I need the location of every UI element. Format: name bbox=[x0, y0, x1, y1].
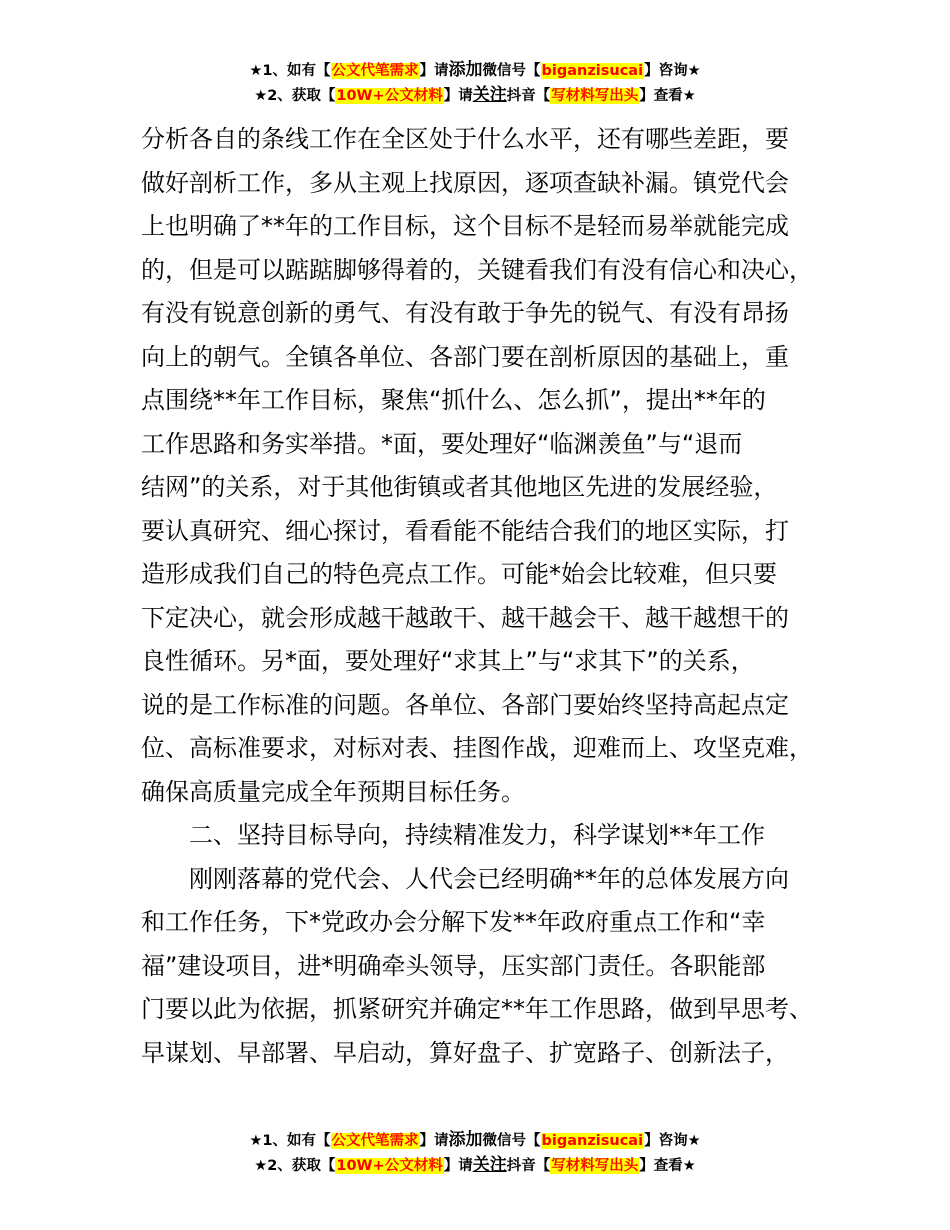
body-line: 刚刚落幕的党代会、人代会已经明确**年的总体发展方向 bbox=[189, 864, 789, 893]
section-heading: 二、坚持目标导向，持续精准发力，科学谋划**年工作 bbox=[189, 821, 765, 849]
body-line: 造形成我们自己的特色亮点工作。可能*始会比较难，但只要 bbox=[141, 560, 777, 588]
body-line: 向上的朝气。全镇各单位、各部门要在剖析原因的基础上，重 bbox=[141, 342, 789, 371]
banner-emphasis: 关注 bbox=[472, 85, 507, 105]
body-line: 和工作任务，下*党政办会分解下发**年政府重点工作和“幸 bbox=[141, 908, 766, 936]
header-banner bbox=[0, 58, 950, 108]
body-line: 结网”的关系，对于其他街镇或者其他地区先进的发展经验， bbox=[141, 473, 778, 501]
body-line: 有没有锐意创新的勇气、有没有敢于争先的锐气、有没有昂扬 bbox=[141, 299, 789, 327]
body-line: 门要以此为依据，抓紧研究并确定**年工作思路，做到早思考、 bbox=[141, 995, 813, 1023]
banner-text: 微信号【 bbox=[482, 1133, 541, 1149]
banner-text: ★2、获取【 bbox=[254, 88, 336, 104]
banner-text: 】查看★ bbox=[639, 1158, 696, 1174]
banner-row-1 bbox=[0, 1128, 950, 1153]
body-line: 说的是工作标准的问题。各单位、各部门要始终坚持高起点定 bbox=[141, 690, 789, 719]
body-line: 的，但是可以踮踮脚够得着的，关键看我们有没有信心和决心， bbox=[141, 255, 813, 284]
banner-row-1 bbox=[0, 58, 950, 83]
banner-emphasis: 关注 bbox=[472, 1155, 507, 1175]
banner-emphasis: 添加 bbox=[448, 1130, 483, 1150]
body-line: 要认真研究、细心探讨，看看能不能结合我们的地区实际，打 bbox=[141, 516, 789, 545]
body-line: 良性循环。另*面，要处理好“求其上”与“求其下”的关系， bbox=[141, 647, 755, 675]
body-line: 位、高标准要求，对标对表、挂图作战，迎难而上、攻坚克难， bbox=[141, 734, 813, 762]
banner-text: 】咨询★ bbox=[644, 1133, 701, 1149]
body-line: 点围绕**年工作目标，聚焦“抓什么、怎么抓”，提出**年的 bbox=[141, 386, 766, 414]
banner-highlight: 写材料写出头 bbox=[551, 1158, 639, 1174]
banner-highlight: biganzisucai bbox=[541, 63, 644, 79]
banner-text: 微信号【 bbox=[482, 63, 541, 79]
body-line: 福”建设项目，进*明确牵头领导，压实部门责任。各职能部 bbox=[141, 951, 766, 980]
banner-emphasis: 添加 bbox=[448, 60, 483, 80]
banner-text: ★1、如有【 bbox=[249, 1133, 331, 1149]
banner-text: ★1、如有【 bbox=[249, 63, 331, 79]
banner-row-2 bbox=[0, 83, 950, 108]
banner-highlight: 写材料写出头 bbox=[551, 88, 639, 104]
document-body bbox=[141, 118, 841, 1075]
banner-text: 抖音【 bbox=[506, 1158, 551, 1174]
banner-text: 】请 bbox=[443, 1158, 473, 1174]
banner-highlight: biganzisucai bbox=[541, 1133, 644, 1149]
banner-text: 】查看★ bbox=[639, 88, 696, 104]
body-line: 上也明确了**年的工作目标，这个目标不是轻而易举就能完成 bbox=[141, 212, 789, 240]
banner-highlight: 公文代笔需求 bbox=[331, 63, 419, 79]
body-line: 做好剖析工作，多从主观上找原因，逐项查缺补漏。镇党代会 bbox=[141, 168, 789, 197]
banner-highlight: 10W+公文材料 bbox=[336, 1158, 443, 1174]
banner-highlight: 公文代笔需求 bbox=[331, 1133, 419, 1149]
banner-text: 抖音【 bbox=[506, 88, 551, 104]
body-line: 分析各自的条线工作在全区处于什么水平，还有哪些差距，要 bbox=[141, 125, 789, 153]
banner-text: 】请 bbox=[419, 63, 449, 79]
banner-highlight: 10W+公文材料 bbox=[336, 88, 443, 104]
body-line: 工作思路和务实举措。*面，要处理好“临渊羡鱼”与“退而 bbox=[141, 429, 743, 458]
body-line: 早谋划、早部署、早启动，算好盘子、扩宽路子、创新法子， bbox=[141, 1038, 789, 1067]
banner-text: 】咨询★ bbox=[644, 63, 701, 79]
banner-text: 】请 bbox=[443, 88, 473, 104]
body-line: 下定决心，就会形成越干越敢干、越干越会干、越干越想干的 bbox=[141, 603, 789, 632]
footer-banner bbox=[0, 1128, 950, 1178]
banner-text: 】请 bbox=[419, 1133, 449, 1149]
body-line: 确保高质量完成全年预期目标任务。 bbox=[141, 777, 525, 806]
banner-text: ★2、获取【 bbox=[254, 1158, 336, 1174]
banner-row-2 bbox=[0, 1153, 950, 1178]
